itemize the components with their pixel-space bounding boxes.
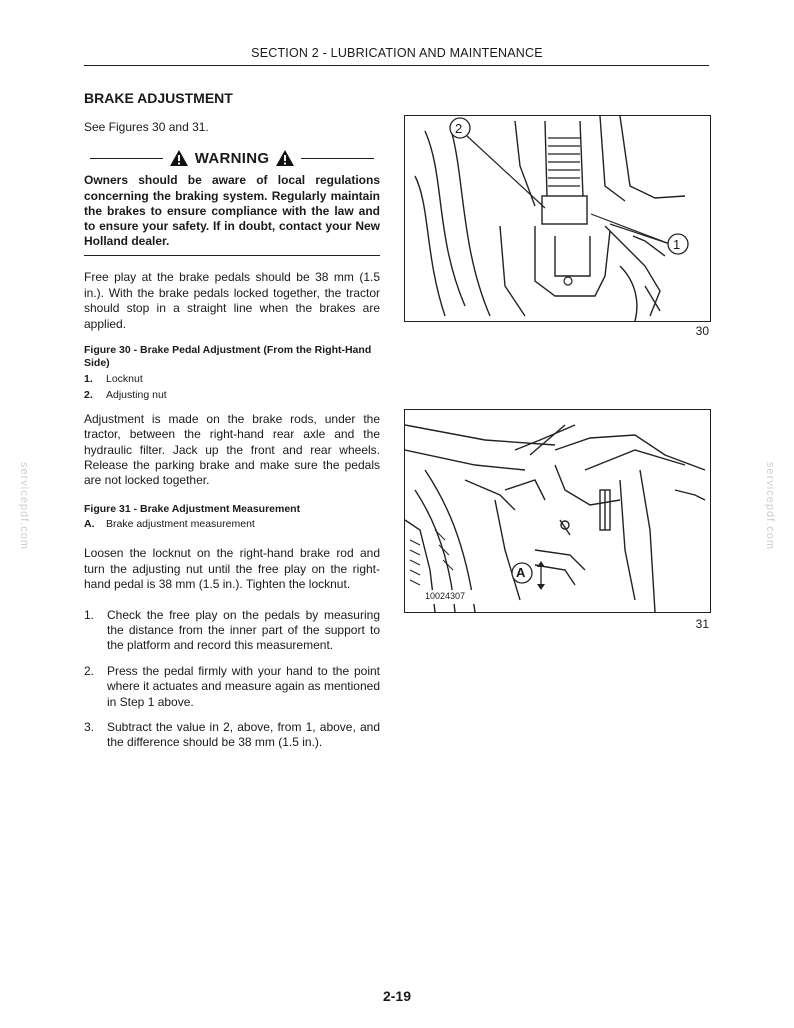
- left-column: [84, 84, 380, 761]
- warning-triangle-icon: [169, 149, 189, 167]
- legend-key: 2.: [84, 388, 93, 401]
- warning-text: Owners should be aware of local regulations concerning the braking system. Regularly maintain the brakes to ensure compliance with the law and to ensure your safety. If in doubt, contact your New Holland dealer.: [84, 173, 380, 256]
- figure31-legend: [84, 503, 380, 532]
- warning-rule-right: [301, 158, 374, 159]
- brake-rod-drawing: [405, 116, 710, 321]
- steps-list: [84, 608, 380, 751]
- step-number: 2.: [84, 663, 95, 678]
- list-item: [84, 720, 380, 751]
- figure31-caption: Figure 31 - Brake Adjustment Measurement: [84, 502, 301, 515]
- callout-a-label: A: [516, 565, 526, 580]
- step-text: Subtract the value in 2, above, from 1, above, and the difference should be 38 mm (1.5 in.).: [107, 719, 380, 750]
- watermark-left: servicepdf.com: [17, 462, 30, 550]
- figure30-illustration: [404, 115, 711, 322]
- callout-1-label: 1: [673, 237, 681, 252]
- legend-text: Brake adjustment measurement: [106, 518, 255, 531]
- free-play-paragraph: Free play at the brake pedals should be 38 mm (1.5 in.). With the brake pedals locked together, the tractor should stop in a straight line when the brakes are applied.: [84, 270, 380, 331]
- locknut-paragraph: Loosen the locknut on the right-hand brake rod and turn the adjusting nut until the free play on the right-hand pedal is 38 mm (1.5 in.). Tighten the locknut.: [84, 546, 380, 592]
- legend-text: Locknut: [106, 372, 143, 385]
- list-item: [84, 608, 380, 654]
- legend-item: [84, 387, 380, 403]
- page-number: 2-19: [382, 988, 412, 1004]
- callout-2-label: 2: [455, 121, 463, 136]
- figure31-part-number: 10024307: [425, 591, 466, 601]
- legend-text: Adjusting nut: [106, 388, 167, 401]
- header-divider: [84, 65, 709, 66]
- section-header: SECTION 2 - LUBRICATION AND MAINTENANCE: [251, 46, 543, 60]
- figure30-caption: Figure 30 - Brake Pedal Adjustment (From the Right-Hand Side): [84, 344, 372, 370]
- figure30-number: 30: [695, 324, 709, 338]
- step-number: 1.: [84, 607, 95, 622]
- adjustment-paragraph: Adjustment is made on the brake rods, under the tractor, between the right-hand rear axle and the hydraulic filter. Jack up the front and rear wheels. Release the parking brake and make sure the pedals are not locked together.: [84, 411, 380, 488]
- legend-key: 1.: [84, 372, 93, 385]
- legend-key: A.: [84, 518, 95, 531]
- figure31-number: 31: [695, 617, 709, 631]
- legend-item: [84, 371, 380, 387]
- step-text: Check the free play on the pedals by measuring the distance from the inner part of the support to the platform and record this measurement.: [107, 607, 380, 653]
- warning-label: WARNING: [194, 149, 270, 167]
- step-text: Press the pedal firmly with your hand to the point where it actuates and measure again as mentioned in Step 1 above.: [107, 663, 380, 709]
- brake-measurement-drawing: [405, 410, 710, 612]
- figure30-legend: [84, 344, 380, 403]
- section-title: BRAKE ADJUSTMENT: [84, 90, 233, 106]
- watermark-right: servicepdf.com: [763, 462, 776, 550]
- warning-rule-left: [90, 158, 163, 159]
- step-number: 3.: [84, 719, 95, 734]
- warning-triangle-icon: [275, 149, 295, 167]
- warning-header: [84, 147, 380, 169]
- see-figures-text: See Figures 30 and 31.: [84, 120, 209, 134]
- figure31-illustration: [404, 409, 711, 613]
- list-item: [84, 664, 380, 710]
- legend-item: [84, 516, 380, 532]
